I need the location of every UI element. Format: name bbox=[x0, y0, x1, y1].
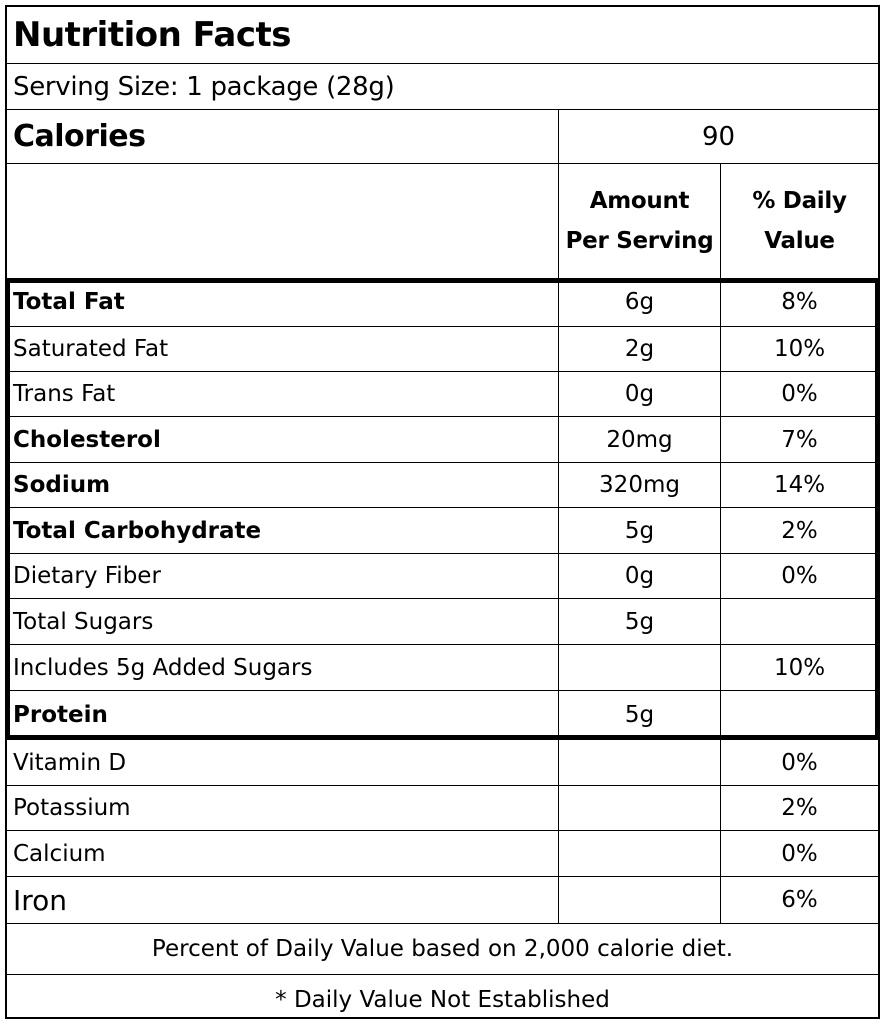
nutrient-name: Dietary Fiber bbox=[13, 563, 161, 589]
nutrient-name: Sodium bbox=[13, 472, 111, 498]
footnote-row bbox=[7, 924, 878, 975]
nutrient-amount bbox=[558, 831, 720, 876]
table-row bbox=[7, 508, 878, 554]
nutrient-daily-value bbox=[720, 691, 878, 739]
label-title: Nutrition Facts bbox=[13, 15, 291, 55]
table-row bbox=[7, 831, 878, 877]
nutrient-amount bbox=[558, 645, 720, 690]
nutrient-amount bbox=[558, 786, 720, 830]
nutrient-daily-value: 10% bbox=[720, 327, 878, 371]
serving-size-text: Serving Size: 1 package (28g) bbox=[13, 71, 395, 102]
nutrient-name: Vitamin D bbox=[13, 749, 127, 776]
nutrient-amount: 320mg bbox=[558, 463, 720, 507]
footnote-text: Percent of Daily Value based on 2,000 calorie diet. bbox=[151, 936, 734, 962]
calories-label: Calories bbox=[13, 119, 146, 154]
table-row bbox=[7, 786, 878, 831]
nutrient-amount: 0g bbox=[558, 372, 720, 416]
nutrient-name: Total Carbohydrate bbox=[13, 517, 262, 544]
table-row bbox=[7, 554, 878, 599]
nutrient-daily-value: 6% bbox=[720, 877, 878, 923]
title-row bbox=[7, 7, 878, 64]
nutrient-name: Cholesterol bbox=[13, 426, 161, 453]
footnote-text: * Daily Value Not Established bbox=[275, 986, 610, 1013]
header-blank-cell bbox=[7, 164, 558, 278]
header-amount-line-1: Amount bbox=[589, 188, 690, 214]
table-row bbox=[7, 599, 878, 645]
table-row bbox=[7, 463, 878, 508]
nutrient-daily-value: 2% bbox=[720, 508, 878, 553]
calories-row bbox=[7, 110, 878, 164]
nutrient-daily-value: 0% bbox=[720, 740, 878, 785]
column-header-row bbox=[7, 164, 878, 278]
nutrient-amount: 6g bbox=[558, 278, 720, 326]
header-dv-line-1: % Daily bbox=[752, 188, 847, 214]
nutrient-daily-value: 8% bbox=[720, 278, 878, 326]
nutrient-amount: 0g bbox=[558, 554, 720, 598]
serving-size-row bbox=[7, 64, 878, 110]
nutrient-daily-value: 2% bbox=[720, 786, 878, 830]
nutrient-amount: 2g bbox=[558, 327, 720, 371]
nutrient-name: Trans Fat bbox=[13, 381, 116, 407]
nutrient-name: Saturated Fat bbox=[13, 336, 169, 362]
table-row bbox=[7, 327, 878, 372]
nutrient-name: Potassium bbox=[13, 795, 131, 821]
nutrient-daily-value bbox=[720, 599, 878, 644]
nutrient-daily-value: 7% bbox=[720, 417, 878, 462]
header-dv-line-2: Value bbox=[764, 228, 835, 254]
nutrient-daily-value: 10% bbox=[720, 645, 878, 690]
nutrient-name: Calcium bbox=[13, 840, 106, 867]
nutrient-daily-value: 0% bbox=[720, 831, 878, 876]
nutrient-amount: 20mg bbox=[558, 417, 720, 462]
table-row bbox=[7, 691, 878, 740]
nutrient-name: Total Fat bbox=[13, 289, 125, 315]
table-row bbox=[7, 372, 878, 417]
nutrient-name: Includes 5g Added Sugars bbox=[13, 654, 313, 681]
table-row bbox=[7, 645, 878, 691]
footnote-row bbox=[7, 975, 878, 1024]
header-amount-per-serving bbox=[558, 164, 720, 278]
nutrition-facts-label bbox=[5, 5, 880, 1019]
table-row bbox=[7, 877, 878, 924]
nutrient-amount bbox=[558, 740, 720, 785]
table-row bbox=[7, 417, 878, 463]
table-row bbox=[7, 278, 878, 327]
table-row bbox=[7, 740, 878, 786]
nutrient-amount: 5g bbox=[558, 691, 720, 739]
nutrient-name: Protein bbox=[13, 702, 108, 728]
nutrient-daily-value: 0% bbox=[720, 554, 878, 598]
nutrient-daily-value: 14% bbox=[720, 463, 878, 507]
header-amount-line-2: Per Serving bbox=[565, 228, 714, 254]
nutrient-name: Total Sugars bbox=[13, 608, 154, 635]
nutrient-amount: 5g bbox=[558, 599, 720, 644]
calories-value: 90 bbox=[558, 110, 878, 163]
nutrient-daily-value: 0% bbox=[720, 372, 878, 416]
nutrient-amount bbox=[558, 877, 720, 923]
nutrient-name: Iron bbox=[13, 883, 68, 917]
nutrient-amount: 5g bbox=[558, 508, 720, 553]
header-daily-value bbox=[720, 164, 878, 278]
